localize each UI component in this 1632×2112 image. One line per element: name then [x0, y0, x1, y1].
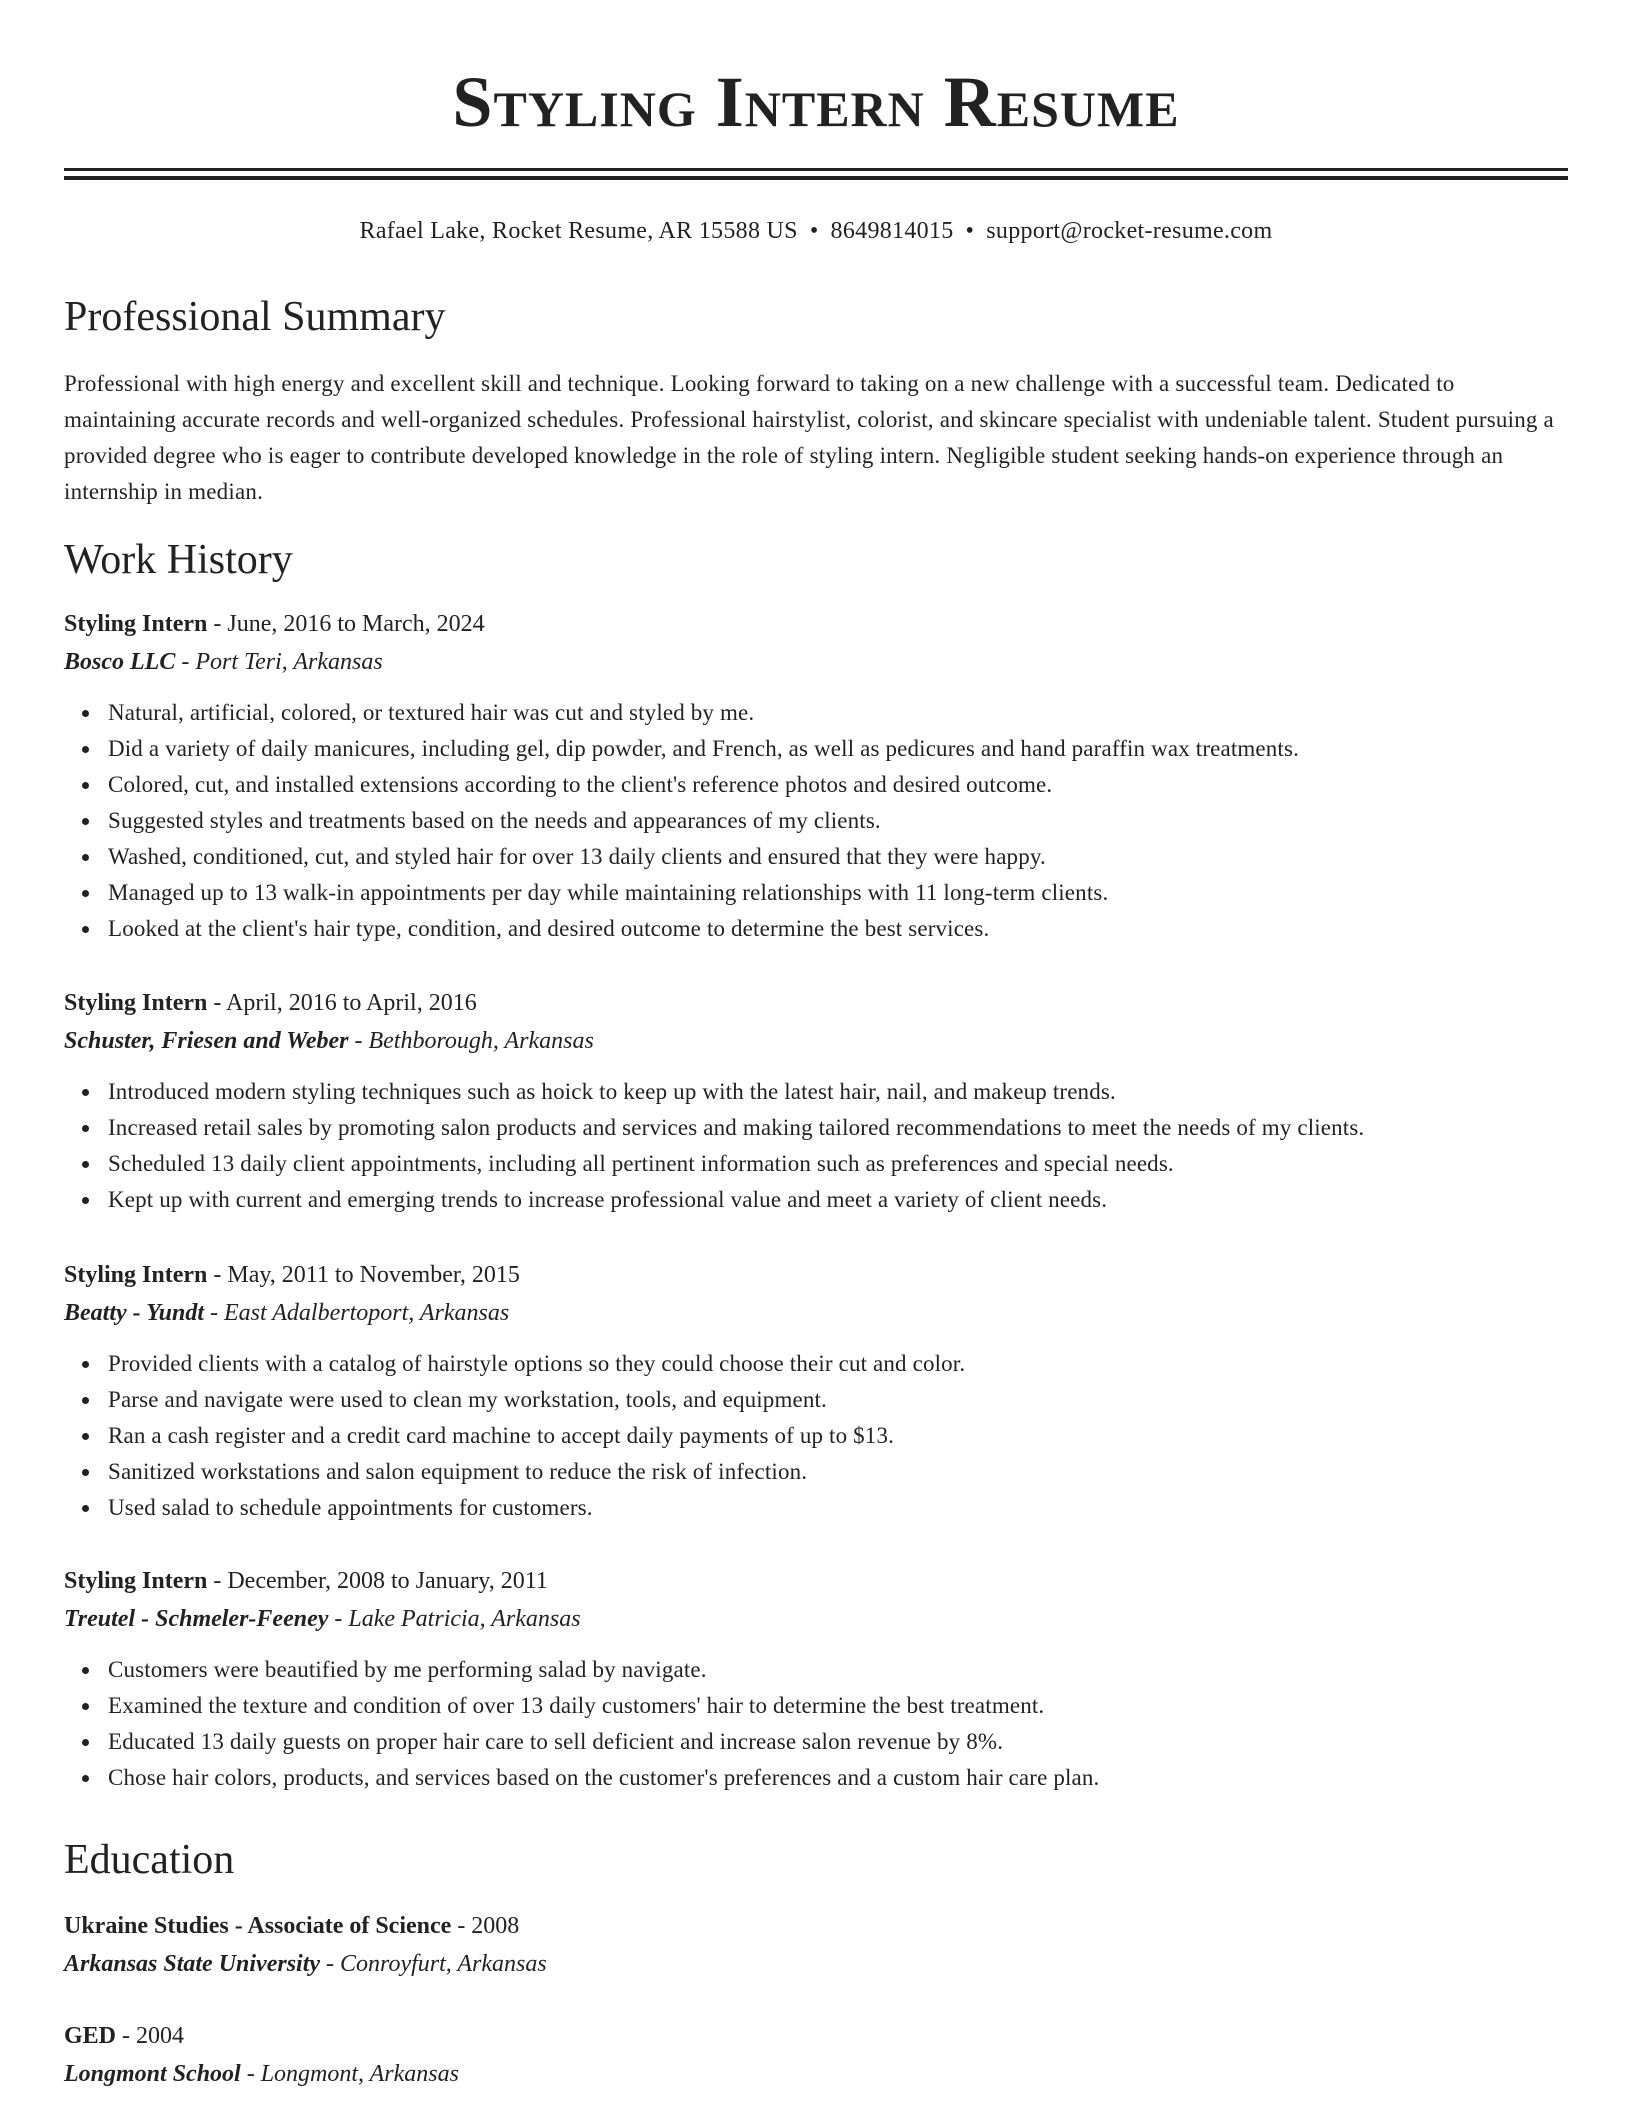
- bullet-icon: [82, 710, 89, 717]
- bullet-text: Natural, artificial, colored, or textured hair was cut and styled by me.: [108, 700, 755, 725]
- job-employer-line: [64, 1022, 1568, 1060]
- job-employer-line: [64, 1294, 1568, 1332]
- title-divider-top: [64, 168, 1568, 171]
- job-bullets: [64, 695, 1568, 947]
- contact-separator: •: [965, 218, 975, 244]
- summary-heading: Professional Summary: [64, 294, 446, 340]
- bullet-icon: [82, 818, 89, 825]
- education-year: - 2004: [116, 2023, 185, 2049]
- bullet-item: [108, 1146, 1568, 1182]
- job-title-line: [64, 605, 1568, 643]
- job-entry: [64, 1562, 1568, 1796]
- bullet-icon: [82, 1505, 89, 1512]
- job-location: - East Adalbertoport, Arkansas: [204, 1300, 510, 1326]
- job-location: - Port Teri, Arkansas: [175, 649, 383, 675]
- job-employer: Beatty - Yundt: [64, 1300, 205, 1326]
- education-location: - Longmont, Arkansas: [240, 2061, 459, 2087]
- bullet-icon: [82, 1125, 89, 1132]
- contact-email: support@rocket-resume.com: [986, 218, 1273, 244]
- education-degree: Ukraine Studies - Associate of Science: [64, 1913, 452, 1939]
- bullet-item: [108, 1490, 1568, 1526]
- bullet-icon: [82, 1775, 89, 1782]
- bullet-text: Educated 13 daily guests on proper hair care to sell deficient and increase salon revenue by 8%.: [108, 1729, 1004, 1754]
- job-dates: - December, 2008 to January, 2011: [207, 1568, 548, 1594]
- bullet-text: Used salad to schedule appointments for customers.: [108, 1495, 593, 1520]
- bullet-item: [108, 1110, 1568, 1146]
- bullet-icon: [82, 1739, 89, 1746]
- bullet-icon: [82, 1197, 89, 1204]
- bullet-text: Examined the texture and condition of over 13 daily customers' hair to determine the best treatment.: [108, 1693, 1045, 1718]
- bullet-item: [108, 1688, 1568, 1724]
- job-employer: Bosco LLC: [64, 649, 176, 675]
- bullet-icon: [82, 890, 89, 897]
- bullet-icon: [82, 1469, 89, 1476]
- education-location: - Conroyfurt, Arkansas: [320, 1951, 547, 1977]
- job-employer: Treutel - Schmeler-Feeney: [64, 1606, 329, 1632]
- job-bullets: [64, 1652, 1568, 1796]
- bullet-item: [108, 875, 1568, 911]
- bullet-icon: [82, 1161, 89, 1168]
- bullet-icon: [82, 1089, 89, 1096]
- bullet-item: [108, 1074, 1568, 1110]
- education-year: - 2008: [451, 1913, 520, 1939]
- bullet-text: Chose hair colors, products, and services based on the customer's preferences and a custom hair care plan.: [108, 1765, 1100, 1790]
- job-bullets: [64, 1074, 1568, 1218]
- bullet-text: Parse and navigate were used to clean my workstation, tools, and equipment.: [108, 1387, 827, 1412]
- bullet-text: Introduced modern styling techniques such as hoick to keep up with the latest hair, nail, and makeup trends.: [108, 1079, 1116, 1104]
- bullet-text: Sanitized workstations and salon equipment to reduce the risk of infection.: [108, 1459, 808, 1484]
- job-title-line: [64, 1562, 1568, 1600]
- job-role: Styling Intern: [64, 611, 208, 637]
- title-divider-bottom: [64, 176, 1568, 180]
- bullet-item: [108, 731, 1568, 767]
- bullet-icon: [82, 1433, 89, 1440]
- bullet-item: [108, 803, 1568, 839]
- bullet-text: Colored, cut, and installed extensions according to the client's reference photos and desired outcome.: [108, 772, 1053, 797]
- bullet-text: Suggested styles and treatments based on the needs and appearances of my clients.: [108, 808, 881, 833]
- resume-page: [64, 0, 1568, 2087]
- education-degree-line: [64, 1907, 1568, 1945]
- bullet-text: Ran a cash register and a credit card machine to accept daily payments of up to $13.: [108, 1423, 894, 1448]
- bullet-text: Looked at the client's hair type, condition, and desired outcome to determine the best services.: [108, 916, 990, 941]
- bullet-item: [108, 911, 1568, 947]
- bullet-text: Provided clients with a catalog of hairstyle options so they could choose their cut and color.: [108, 1351, 966, 1376]
- bullet-item: [108, 1346, 1568, 1382]
- bullet-icon: [82, 1361, 89, 1368]
- bullet-icon: [82, 854, 89, 861]
- job-location: - Lake Patricia, Arkansas: [328, 1606, 581, 1632]
- bullet-text: Did a variety of daily manicures, including gel, dip powder, and French, as well as pedicures and hand paraffin wax treatments.: [108, 736, 1299, 761]
- work-history-heading: Work History: [64, 537, 293, 583]
- bullet-item: [108, 1652, 1568, 1688]
- job-dates: - June, 2016 to March, 2024: [207, 611, 485, 637]
- job-dates: - April, 2016 to April, 2016: [207, 990, 477, 1016]
- bullet-text: Scheduled 13 daily client appointments, including all pertinent information such as preferences and special needs.: [108, 1151, 1174, 1176]
- education-heading: Education: [64, 1837, 235, 1883]
- job-title-line: [64, 984, 1568, 1022]
- job-employer-line: [64, 1600, 1568, 1638]
- bullet-icon: [82, 1397, 89, 1404]
- education-school-line: [64, 1945, 1568, 1983]
- bullet-item: [108, 767, 1568, 803]
- contact-phone: 8649814015: [830, 218, 954, 244]
- bullet-item: [108, 695, 1568, 731]
- job-entry: [64, 984, 1568, 1218]
- job-role: Styling Intern: [64, 1568, 208, 1594]
- job-role: Styling Intern: [64, 1262, 208, 1288]
- job-employer-line: [64, 643, 1568, 681]
- bullet-icon: [82, 926, 89, 933]
- education-degree-line: [64, 2017, 1568, 2055]
- education-entry: [64, 1907, 1568, 1983]
- contact-separator: •: [809, 218, 819, 244]
- education-school-line: [64, 2055, 1568, 2093]
- contact-line: [64, 214, 1568, 248]
- bullet-text: Kept up with current and emerging trends to increase professional value and meet a variety of client needs.: [108, 1187, 1108, 1212]
- bullet-item: [108, 1454, 1568, 1490]
- bullet-text: Customers were beautified by me performing salad by navigate.: [108, 1657, 707, 1682]
- bullet-item: [108, 1182, 1568, 1218]
- job-bullets: [64, 1346, 1568, 1526]
- job-employer: Schuster, Friesen and Weber: [64, 1028, 349, 1054]
- bullet-text: Managed up to 13 walk-in appointments per day while maintaining relationships with 11 long-term clients.: [108, 880, 1109, 905]
- bullet-item: [108, 839, 1568, 875]
- summary-text: Professional with high energy and excellent skill and technique. Looking forward to taking on a new challenge with a successful team. Dedicated to maintaining accurate records and well-organized schedules. Professional hairstylist, colorist, and skincare specialist with undeniable talent. Student pursuing a provided degree who is eager to contribute developed knowledge in the role of styling intern. Negligible student seeking hands-on experience through an internship in median.: [64, 371, 1554, 504]
- bullet-item: [108, 1382, 1568, 1418]
- job-location: - Bethborough, Arkansas: [348, 1028, 594, 1054]
- job-entry: [64, 605, 1568, 947]
- education-school: Arkansas State University: [64, 1951, 321, 1977]
- bullet-icon: [82, 746, 89, 753]
- bullet-icon: [82, 1703, 89, 1710]
- job-title-line: [64, 1256, 1568, 1294]
- bullet-text: Increased retail sales by promoting salon products and services and making tailored recommendations to meet the needs of my clients.: [108, 1115, 1365, 1140]
- contact-address: Rafael Lake, Rocket Resume, AR 15588 US: [359, 218, 798, 244]
- bullet-text: Washed, conditioned, cut, and styled hair for over 13 daily clients and ensured that they were happy.: [108, 844, 1046, 869]
- bullet-item: [108, 1418, 1568, 1454]
- bullet-item: [108, 1724, 1568, 1760]
- bullet-item: [108, 1760, 1568, 1796]
- bullet-icon: [82, 782, 89, 789]
- education-entry: [64, 2017, 1568, 2093]
- education-degree: GED: [64, 2023, 117, 2049]
- job-entry: [64, 1256, 1568, 1526]
- resume-title: Styling Intern Resume: [452, 62, 1180, 142]
- bullet-icon: [82, 1667, 89, 1674]
- job-dates: - May, 2011 to November, 2015: [207, 1262, 520, 1288]
- job-role: Styling Intern: [64, 990, 208, 1016]
- education-school: Longmont School: [64, 2061, 241, 2087]
